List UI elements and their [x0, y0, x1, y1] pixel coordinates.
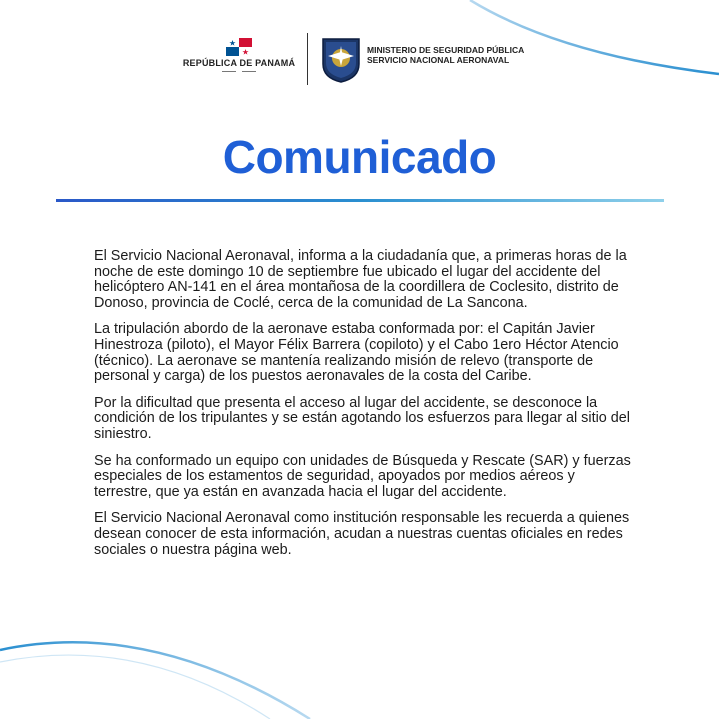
- ministry-line-1: MINISTERIO DE SEGURIDAD PÚBLICA: [367, 45, 525, 55]
- paragraph-2: La tripulación abordo de la aeronave estaba conformada por: el Capitán Javier Hinestroza (piloto), el Mayor Félix Barrera (copiloto) y el Cabo 1ero Héctor Atencio (técnico). La aeronave se mantenía realizando misión de relevo (transporte de personal y carga) de los puestos aeronavales de la costa del Caribe.: [94, 321, 619, 385]
- bottom-left-curve-thin: [0, 655, 270, 719]
- government-logo: [182, 38, 296, 75]
- paragraph-1: El Servicio Nacional Aeronaval, informa a la ciudadanía que, a primeras horas de la noche de este domingo 10 de septiembre fue ubicado el lugar del accidente del helicóptero AN-141 en el área montañosa de la coordillera de Coclesito, distrito de Donoso, provincia de Coclé, cerca de la comunidad de La Sancona.: [94, 248, 627, 311]
- header-divider: [307, 33, 308, 85]
- government-name: REPÚBLICA DE PANAMÁ: [182, 58, 296, 68]
- page-title: Comunicado: [222, 131, 497, 183]
- header: [0, 30, 719, 90]
- paragraph-5: El Servicio Nacional Aeronaval como institución responsable les recuerda a quienes desean conocer de esta información, acudan a nuestras cuentas oficiales en redes sociales o nuestra página web.: [94, 510, 630, 558]
- aeronaval-seal-icon: [320, 36, 362, 84]
- ministry-line-2: SERVICIO NACIONAL AERONAVAL: [367, 55, 510, 65]
- panama-flag-icon: [226, 38, 252, 56]
- paragraph-3: Por la dificultad que presenta el acceso al lugar del accidente, se desconoce la condición de los tripulantes y se están agotando los esfuerzos para llegar al sitio del siniestro.: [94, 394, 630, 442]
- bottom-left-curve: [0, 642, 310, 719]
- government-logo-subtitle-graphic: [182, 69, 296, 75]
- paragraph-4: Se ha conformado un equipo con unidades de Búsqueda y Rescate (SAR) y fuerzas especiales de los estamentos de seguridad, apoyados por medios aéreos y terrestre, que ya están en avanzada hacia el lugar del accidente.: [94, 452, 631, 500]
- communique-body: [94, 249, 634, 569]
- title-underline: [56, 199, 664, 202]
- ministry-name: [367, 45, 524, 65]
